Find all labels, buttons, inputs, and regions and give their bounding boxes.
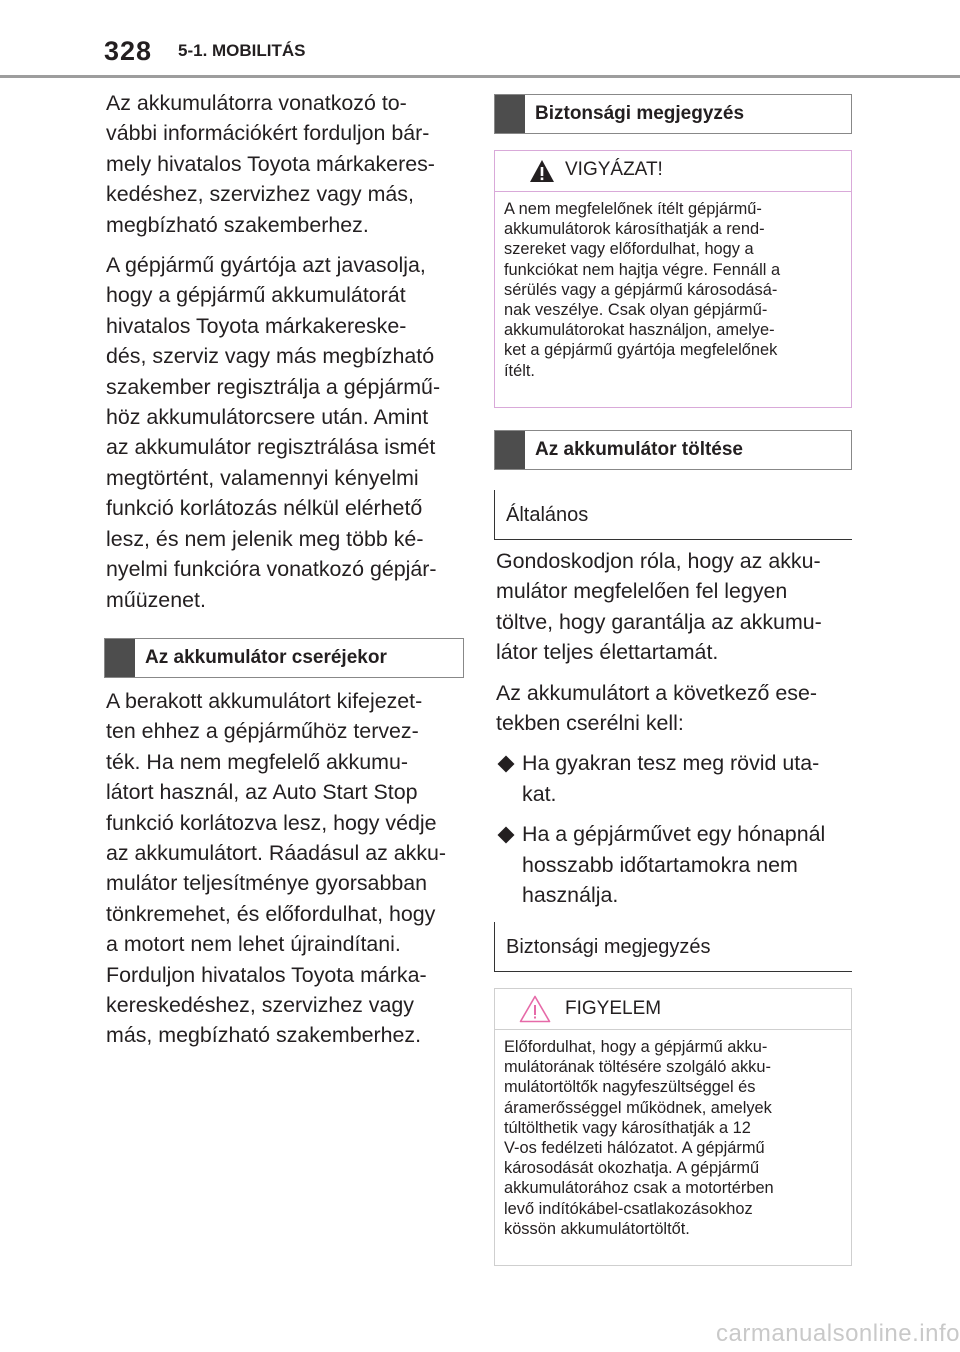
bullet-item-1: Ha gyakran tesz meg rövid uta- kat. (496, 748, 852, 809)
caution-body: Előfordulhat, hogy a gépjármű akku- mulátorának töltésére szolgáló akku- mulátortöltők nagyfeszültséggel és áramerősséggel működnek, amelyek túltölthetik vagy károsíthatják a 12 V-os fedélzeti hálózatot. A gépjármű károsodását okozhatja. A gépjármű akkumulátorához csak a motortérben levő indítókábel-csatlakozásokhoz kössön akkumulátortöltőt. (504, 1038, 774, 1238)
left-paragraph-2: A gépjármű gyártója azt javasolja, hogy a gépjármű akkumulátorát hivatalos Toyota márkakereske- dés, szerviz vagy más megbízható szakember regisztrálja a gépjármű- höz akkumulátorcsere után. Amint az akkumulátor regisztrálása ismét megtörtént, valamennyi kényelmi funkció korlátozás nélkül elérhető lesz, és nem jelenik meg több ké- nyelmi funkcióra vonatkozó gépjár- műüzenet. (106, 253, 441, 612)
section-heading-bar (495, 431, 525, 469)
subheading-general: Általános (494, 490, 852, 540)
bullet-diamond-icon (498, 827, 515, 844)
section-heading-safety: Biztonsági megjegyzés (494, 94, 852, 134)
left-paragraph-1: Az akkumulátorra vonatkozó to- vábbi információkért forduljon bár- mely hivatalos Toyota márkakeres- kedéshez, szervizhez vagy más, megbízható szakemberhez. (106, 91, 435, 237)
right-column-text (496, 546, 852, 910)
right-paragraph-1: Gondoskodjon róla, hogy az akku- mulátor megfelelően fel legyen töltve, hogy garantálja az akkumu- látor teljes élettartamát. (496, 549, 822, 665)
bullet-diamond-icon (498, 756, 515, 773)
warning-body: A nem megfelelőnek ítélt gépjármű- akkumulátorok károsíthatják a rend- szereket vagy előfordulhat, hogy a funkciókat nem hajtja végre. Fennáll a sérülés vagy a gépjármű károsodásá- nak veszélye. Csak olyan gépjármű- akkumulátorokat használjon, amelye- ket a gépjármű gyártója megfelelőnek ítélt. (504, 200, 781, 380)
left-column-bottom (106, 686, 466, 1051)
right-paragraph-2: Az akkumulátort a következő ese- tekben cserélni kell: (496, 680, 818, 736)
section-heading-bar (495, 95, 525, 133)
caution-header: FIGYELEM (495, 989, 851, 1030)
section-heading-battery-replacement: Az akkumulátor cseréjekor (104, 638, 464, 678)
left-paragraph-3: A berakott akkumulátort kifejezet- ten ehhez a gépjárműhöz tervez- ték. Ha nem megfelelő akkumu- látort használ, az Auto Start Stop funkció korlátozva lesz, hogy védje az akkumulátort. Ráadásul az akku- mulátor teljesítménye gyorsabban tönkremehet, és előfordulhat, hogy a motort nem lehet újraindítani. Forduljon hivatalos Toyota márka- kereskedéshez, szervizhez vagy más, megbízható szakemberhez. (106, 689, 447, 1048)
left-column-top (106, 88, 466, 615)
section-title-header: 5-1. MOBILITÁS (178, 41, 306, 60)
section-heading-bar (105, 639, 135, 677)
warning-triangle-icon (529, 159, 555, 183)
page-number: 328 (104, 36, 153, 66)
header-rule (0, 75, 960, 78)
subheading-safety: Biztonsági megjegyzés (494, 922, 852, 972)
bullet-item-2: Ha a gépjárművet egy hónapnál hosszabb időtartamokra nem használja. (496, 819, 852, 910)
warning-box (494, 150, 852, 408)
section-heading-charging: Az akkumulátor töltése (494, 430, 852, 470)
warning-header: VIGYÁZAT! (495, 151, 851, 192)
caution-triangle-icon (519, 995, 551, 1023)
caution-box (494, 988, 852, 1266)
watermark: carmanualsonline.info (716, 1320, 960, 1347)
